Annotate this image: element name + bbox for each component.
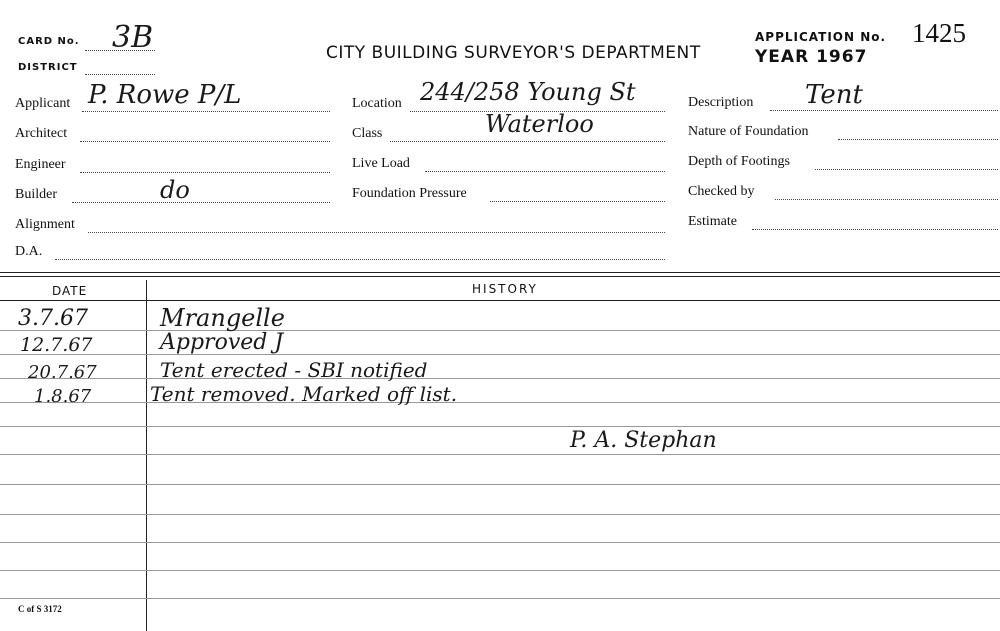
form-code: C of S 3172 [18, 604, 62, 614]
da-line [55, 259, 665, 260]
history-entry: Approved J [160, 330, 284, 355]
class-label: Class [352, 126, 383, 141]
history-rule [0, 570, 1000, 571]
nature-of-foundation-label: Nature of Foundation [688, 124, 809, 139]
history-date: 12.7.67 [20, 334, 93, 356]
history-date: 1.8.67 [34, 386, 92, 407]
history-rule [0, 354, 1000, 355]
estimate-label: Estimate [688, 214, 737, 229]
builder-label: Builder [15, 187, 57, 202]
nature-of-foundation-line [838, 139, 998, 140]
foundation-pressure-label: Foundation Pressure [352, 186, 467, 201]
alignment-line [88, 232, 665, 233]
applicant-label: Applicant [15, 96, 71, 111]
checked-by-line [775, 199, 998, 200]
signature: P. A. Stephan [570, 428, 717, 453]
history-rule [0, 514, 1000, 515]
card-no-line [85, 50, 155, 51]
description-line [770, 110, 998, 111]
location-value: 244/258 Young St [420, 78, 636, 106]
history-rule [0, 454, 1000, 455]
history-rule [0, 542, 1000, 543]
history-entry: Tent erected - SBI notified [160, 358, 428, 382]
history-rule [0, 426, 1000, 427]
applicant-value: P. Rowe P/L [88, 80, 242, 110]
alignment-label: Alignment [15, 217, 75, 232]
architect-line [80, 141, 330, 142]
location-value-2: Waterloo [485, 110, 594, 138]
date-header: DATE [52, 284, 88, 298]
history-rule [0, 598, 1000, 599]
district-label: DISTRICT [18, 62, 78, 73]
card-no-value: 3B [112, 20, 154, 55]
date-column-divider [146, 280, 147, 631]
history-date: 3.7.67 [18, 306, 88, 331]
application-no-value: 1425 [912, 18, 966, 48]
description-value: Tent [805, 80, 863, 110]
builder-line [72, 202, 330, 203]
district-line [85, 74, 155, 75]
engineer-line [80, 172, 330, 173]
depth-of-footings-line [815, 169, 998, 170]
da-label: D.A. [15, 244, 43, 259]
history-rule [0, 484, 1000, 485]
architect-label: Architect [15, 126, 68, 141]
foundation-pressure-line [490, 201, 665, 202]
history-entry: Tent removed. Marked off list. [150, 382, 458, 406]
estimate-line [752, 229, 998, 230]
history-rule [0, 378, 1000, 379]
application-no-label: APPLICATION No. [755, 30, 887, 44]
card-no-label: CARD No. [18, 36, 80, 47]
history-header-line [0, 300, 1000, 301]
applicant-line [82, 111, 330, 112]
history-date: 20.7.67 [28, 362, 97, 383]
engineer-label: Engineer [15, 157, 66, 172]
live-load-label: Live Load [352, 156, 410, 171]
checked-by-label: Checked by [688, 184, 755, 199]
section-divider-top [0, 272, 1000, 273]
department-title: CITY BUILDING SURVEYOR'S DEPARTMENT [326, 43, 701, 63]
section-divider-bottom [0, 276, 1000, 277]
description-label: Description [688, 95, 754, 110]
class-line [390, 141, 665, 142]
year-label: YEAR 1967 [755, 47, 868, 67]
live-load-line [425, 171, 665, 172]
location-label: Location [352, 96, 402, 111]
history-entry: Mrangelle [160, 304, 285, 332]
history-rule [0, 330, 1000, 331]
history-header: HISTORY [472, 282, 538, 296]
builder-value: do [160, 176, 190, 204]
depth-of-footings-label: Depth of Footings [688, 154, 790, 169]
